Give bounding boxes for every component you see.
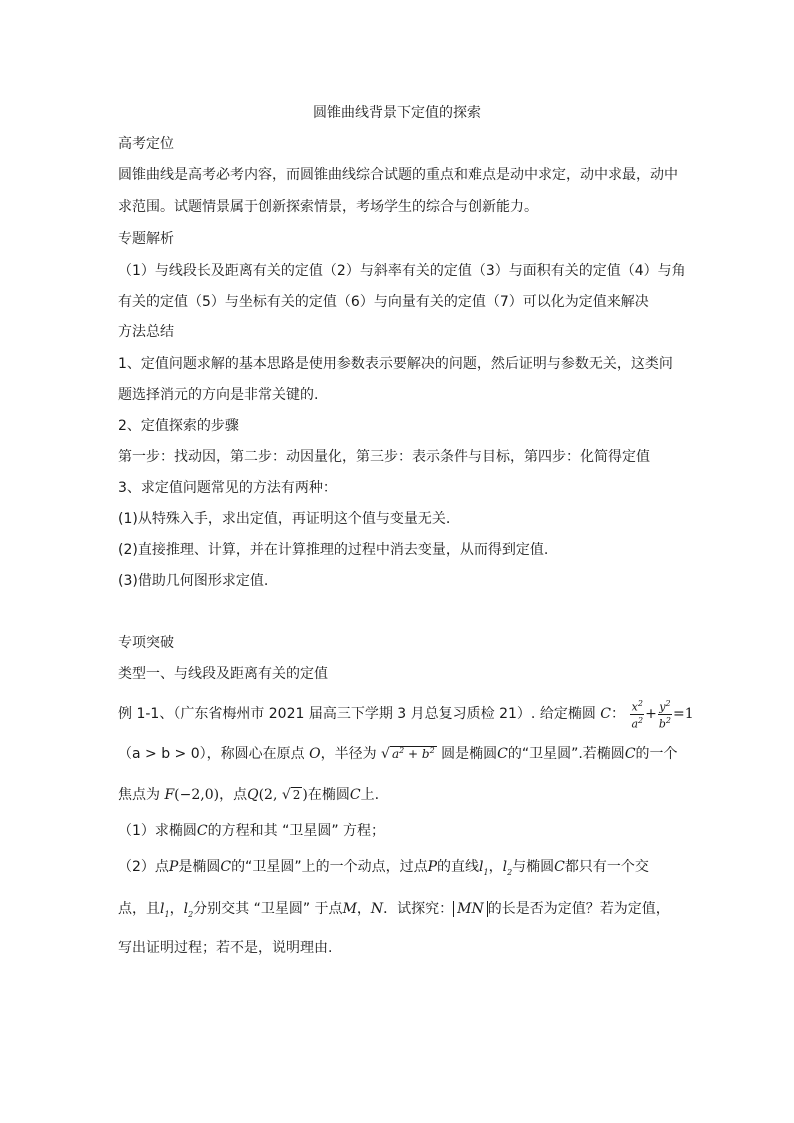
text-segment: ，点 bbox=[219, 787, 248, 803]
line-l2: $l_2$ bbox=[183, 901, 194, 919]
paragraph-line: 2、定值探索的步骤 bbox=[118, 418, 239, 434]
math-symbol: O bbox=[309, 746, 321, 762]
example-line bbox=[118, 698, 694, 730]
paragraph-line: 圆锥曲线是高考必考内容，而圆锥曲线综合试题的重点和难点是动中求定，动中求最，动中 bbox=[118, 167, 678, 183]
math-symbol: C bbox=[497, 746, 508, 762]
text-segment: ，半径为 bbox=[320, 746, 377, 762]
paragraph-line: 1、定值问题求解的基本思路是使用参数表示要解决的问题，然后证明与参数无关，这类问 bbox=[118, 356, 673, 372]
text-segment: 分别交其 “卫星圆” 于点 bbox=[193, 901, 343, 917]
paragraph-line: 第一步：找动因，第二步：动因量化，第三步：表示条件与目标，第四步：化简得定值 bbox=[118, 449, 650, 465]
math-symbol: P bbox=[427, 859, 437, 875]
section-heading-exam-position: 高考定位 bbox=[118, 136, 174, 152]
text-segment: 的“卫星圆”.若椭圆 bbox=[507, 746, 625, 762]
math-symbol: C bbox=[220, 859, 232, 875]
text-segment: 的一个 bbox=[635, 746, 678, 762]
equals-one: =1 bbox=[672, 706, 694, 723]
math-symbol: P bbox=[168, 859, 179, 875]
question-2-continued: 点，且$l_1$，$l_2$分别交其 “卫星圆” 于点M，N．试探究： MN 的长是否为定值？若为定值， bbox=[118, 901, 670, 919]
colon: ： bbox=[611, 706, 625, 723]
math-symbol: C bbox=[624, 746, 636, 762]
section-heading-analysis: 专题解析 bbox=[118, 231, 174, 247]
math-symbol: C bbox=[600, 706, 611, 723]
text-segment: 的直线 bbox=[437, 859, 479, 875]
section-heading-special-breakthrough: 专项突破 bbox=[118, 635, 174, 651]
text-segment: 圆是椭圆 bbox=[441, 746, 498, 762]
sqrt-expression: √ $a^2 + b^2$ bbox=[381, 746, 435, 762]
line-l2: $l_2$ bbox=[502, 859, 513, 877]
example-intro: 例 1-1、（广东省梅州市 2021 届高三下学期 3 月总复习质检 21）. 给定椭圆 bbox=[118, 706, 596, 723]
text-segment: 在椭圆 bbox=[307, 787, 350, 803]
example-line bbox=[118, 786, 379, 804]
text-segment: 都只有一个交 bbox=[564, 859, 649, 875]
abs-mn: MN bbox=[453, 901, 488, 917]
type-heading: 类型一、与线段及距离有关的定值 bbox=[118, 666, 328, 682]
text-segment: 上. bbox=[360, 787, 380, 803]
condition-text: （a > b > 0），称圆心在原点 bbox=[118, 746, 305, 762]
math-symbol: C bbox=[196, 823, 208, 839]
math-symbol: C bbox=[349, 787, 361, 803]
text-segment: 的“卫星圆”上的一个动点，过点 bbox=[231, 859, 428, 875]
paragraph-line: (1)从特殊入手，求出定值，再证明这个值与变量无关. bbox=[118, 511, 451, 527]
fraction-x2-a2: $\frac{x^2}{a^2}$ bbox=[631, 699, 644, 731]
text-segment: 点，且 bbox=[118, 901, 160, 917]
fraction-y2-b2: $\frac{y^2}{b^2}$ bbox=[658, 699, 671, 731]
paragraph-line: 有关的定值（5）与坐标有关的定值（6）与向量有关的定值（7）可以化为定值来解决 bbox=[118, 294, 649, 310]
section-heading-method-summary: 方法总结 bbox=[118, 324, 174, 340]
document-title: 圆锥曲线背景下定值的探索 bbox=[313, 105, 481, 121]
text-segment: ．试探究： bbox=[383, 901, 454, 917]
line-l1: $l_1$ bbox=[479, 859, 489, 877]
text-segment: 焦点为 bbox=[118, 787, 160, 803]
text-segment: 的长是否为定值？若为定值， bbox=[487, 901, 670, 917]
line-l1: $l_1$ bbox=[160, 901, 170, 919]
focus-point: F(−2,0) bbox=[164, 787, 220, 803]
text-segment: 与椭圆 bbox=[512, 859, 555, 875]
paragraph-line: （1）与线段长及距离有关的定值（2）与斜率有关的定值（3）与面积有关的定值（4）与角 bbox=[118, 263, 686, 279]
text-segment: 是椭圆 bbox=[178, 859, 221, 875]
text-segment: 的方程和其 “卫星圆” 方程； bbox=[207, 823, 386, 839]
math-symbol: C bbox=[554, 859, 565, 875]
question-1 bbox=[118, 822, 385, 840]
question-2: （2）点P是椭圆C的“卫星圆”上的一个动点，过点P的直线$l_1$，$l_2$与椭圆C都只有一个交 bbox=[118, 859, 649, 877]
paragraph-line: 3、求定值问题常见的方法有两种： bbox=[118, 480, 337, 496]
plus-sign: + bbox=[645, 706, 657, 723]
example-line bbox=[118, 742, 678, 763]
text-segment: （2）点 bbox=[118, 859, 169, 875]
paragraph-line: 求范围。试题情景属于创新探索情景，考场学生的综合与创新能力。 bbox=[118, 199, 538, 215]
point-n: N bbox=[370, 901, 384, 917]
point-q: Q(2, √ 2 ) bbox=[247, 787, 308, 803]
paragraph-line: 题选择消元的方向是非常关键的. bbox=[118, 387, 319, 403]
question-2-end: 写出证明过程；若不是，说明理由. bbox=[118, 940, 333, 956]
text-segment: （1）求椭圆 bbox=[118, 823, 197, 839]
point-m: M bbox=[342, 901, 357, 917]
paragraph-line: (2)直接推理、计算，并在计算推理的过程中消去变量，从而得到定值. bbox=[118, 542, 549, 558]
paragraph-line: (3)借助几何图形求定值. bbox=[118, 573, 269, 589]
